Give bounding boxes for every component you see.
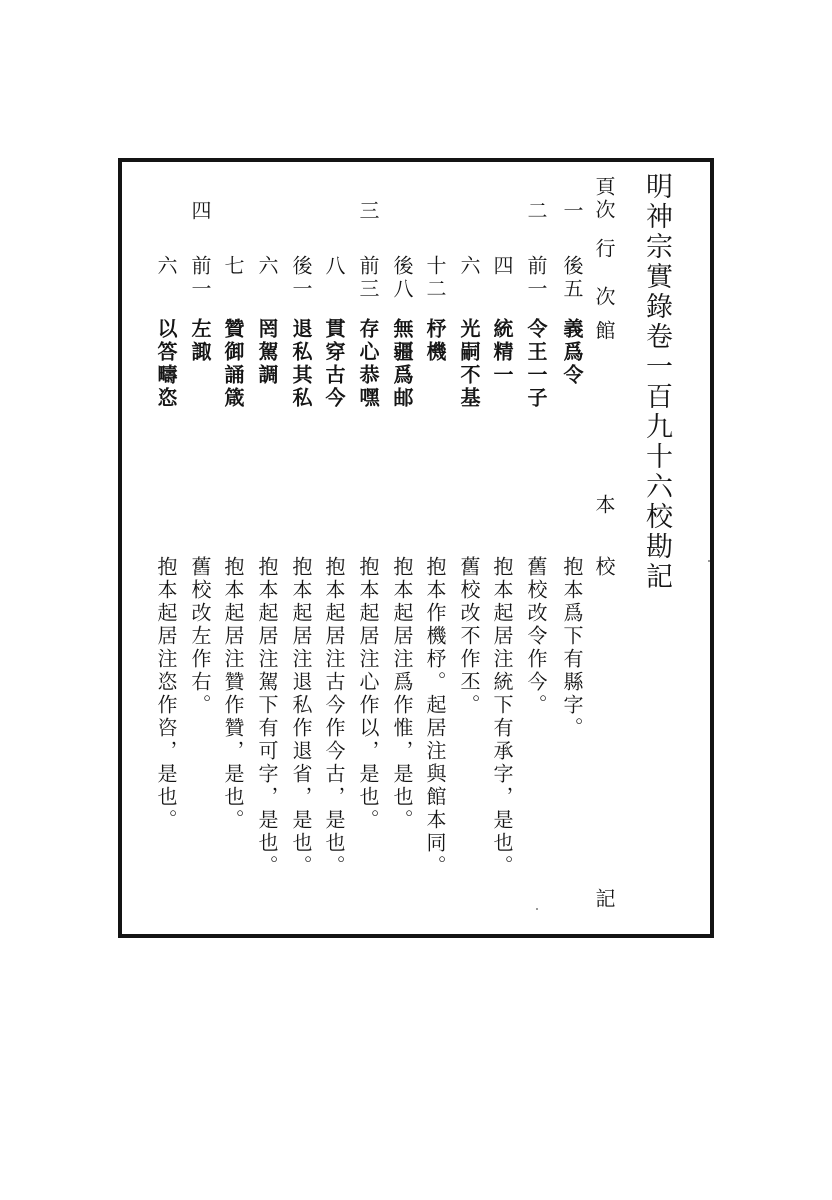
row-note: 抱本起居注統下有承字，是也。 [490,556,514,878]
row-term: 貫穿古今 [322,318,346,410]
header-guan: 館 [592,320,616,343]
header-sequence: 次 [592,286,616,309]
row-term: 光嗣不基 [457,318,481,410]
row-line: 後五 [560,255,584,301]
row-term: 杼機 [423,318,447,364]
row-note: 舊校改令作今。 [524,556,548,717]
row-note: 抱本起居注古今作今古，是也。 [322,556,346,878]
row-line: 六 [154,255,178,278]
header-page: 頁次 [592,176,616,222]
row-note: 舊校改不作丕。 [457,556,481,717]
row-note: 抱本起居注心作以，是也。 [356,556,380,832]
header-ben: 本 [592,494,616,517]
row-note: 抱本作機杼。起居注與館本同。 [423,556,447,878]
row-line: 六 [457,255,481,278]
row-term: 以答疇恣 [154,318,178,410]
row-term: 存心恭嘿 [356,318,380,410]
row-line: 十二 [423,255,447,301]
row-line: 四 [490,255,514,278]
scan-speck [708,560,710,562]
row-note: 抱本爲下有縣字。 [560,556,584,740]
row-page: 四 [188,200,212,223]
row-term: 罔駕調 [255,318,279,387]
row-note: 抱本起居注爲作惟，是也。 [390,556,414,832]
document-title: 明神宗實錄卷一百九十六校勘記 [641,172,672,592]
row-page: 一 [560,200,584,223]
row-term: 贊御誦箴 [221,318,245,410]
row-term: 左諏 [188,318,212,364]
row-term: 令王一子 [524,318,548,410]
row-line: 前一 [524,255,548,301]
row-term: 退私其私 [289,318,313,410]
row-note: 抱本起居注贊作贊，是也。 [221,556,245,832]
row-line: 前三 [356,255,380,301]
row-term: 統精一 [490,318,514,387]
row-term: 無疆爲邮 [390,318,414,410]
row-note: 抱本起居注退私作退省，是也。 [289,556,313,878]
row-term: 義爲令 [560,318,584,387]
scan-speck [536,908,538,910]
row-line: 後八 [390,255,414,301]
row-line: 前一 [188,255,212,301]
header-jiao: 校 [592,556,616,579]
row-line: 七 [221,255,245,278]
row-note: 抱本起居注恣作咨，是也。 [154,556,178,832]
row-note: 舊校改左作右。 [188,556,212,717]
header-line: 行 [592,238,616,261]
row-note: 抱本起居注駕下有可字，是也。 [255,556,279,878]
row-page: 三 [356,200,380,223]
row-line: 後一 [289,255,313,301]
row-line: 八 [322,255,346,278]
row-page: 二 [524,200,548,223]
header-ji: 記 [592,888,616,911]
row-line: 六 [255,255,279,278]
